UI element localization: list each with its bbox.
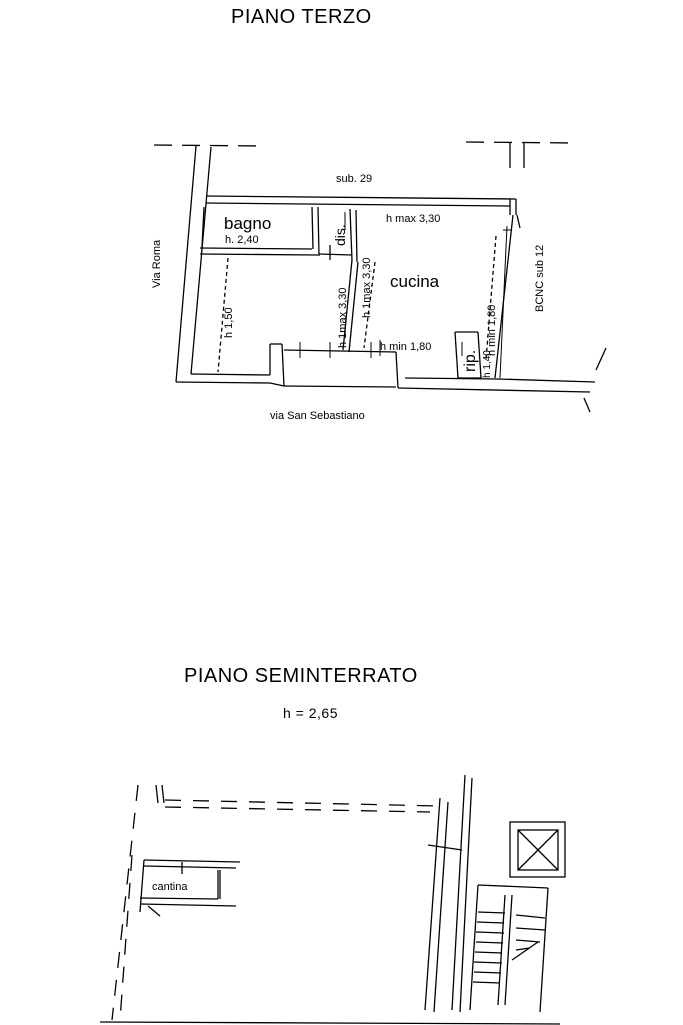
upper-boundary-dashes: [154, 142, 574, 146]
label-bagno-height: h. 2,40: [225, 234, 259, 246]
lower-bottom-edge: [100, 1022, 560, 1024]
lower-floor-title: PIANO SEMINTERRATO: [184, 665, 418, 687]
lower-left-wall: [156, 785, 164, 803]
label-dis: dis.: [332, 224, 348, 246]
upper-right-wall: [495, 215, 520, 378]
label-sub-29: sub. 29: [336, 173, 373, 185]
label-bagno: bagno: [224, 214, 272, 233]
label-rip-height: h 1,40: [482, 350, 493, 378]
lower-right-wall: [425, 775, 472, 1012]
label-cucina-hmax: h max 3,30: [386, 213, 441, 225]
label-h-1max-right: h 1max 3,30: [361, 257, 373, 318]
label-via-san-sebastiano: via San Sebastiano: [270, 410, 365, 422]
label-rip: rip.: [462, 349, 479, 372]
label-h-150: h 1,50: [223, 307, 235, 338]
bcnc-boundary: [510, 142, 606, 412]
upper-top-wall: [206, 196, 516, 215]
label-via-roma: Via Roma: [151, 239, 163, 288]
lower-floor-height: h = 2,65: [283, 705, 338, 721]
upper-left-wall: [176, 146, 211, 382]
label-cantina: cantina: [152, 881, 188, 893]
label-h-min-right: h min 1,80: [486, 304, 498, 356]
lower-boundary-dashes: [112, 785, 440, 1020]
staircase: [470, 885, 548, 1012]
shaft-box: [510, 822, 565, 877]
label-h-1max-left: h 1max 3,30: [337, 287, 349, 348]
label-cucina: cucina: [390, 272, 440, 291]
upper-floor-title: PIANO TERZO: [231, 6, 372, 28]
label-bcnc-sub-12: BCNC sub 12: [534, 244, 546, 312]
label-h-min-mid: h min 1,80: [380, 341, 432, 353]
lower-floor-plan: [100, 775, 565, 1024]
